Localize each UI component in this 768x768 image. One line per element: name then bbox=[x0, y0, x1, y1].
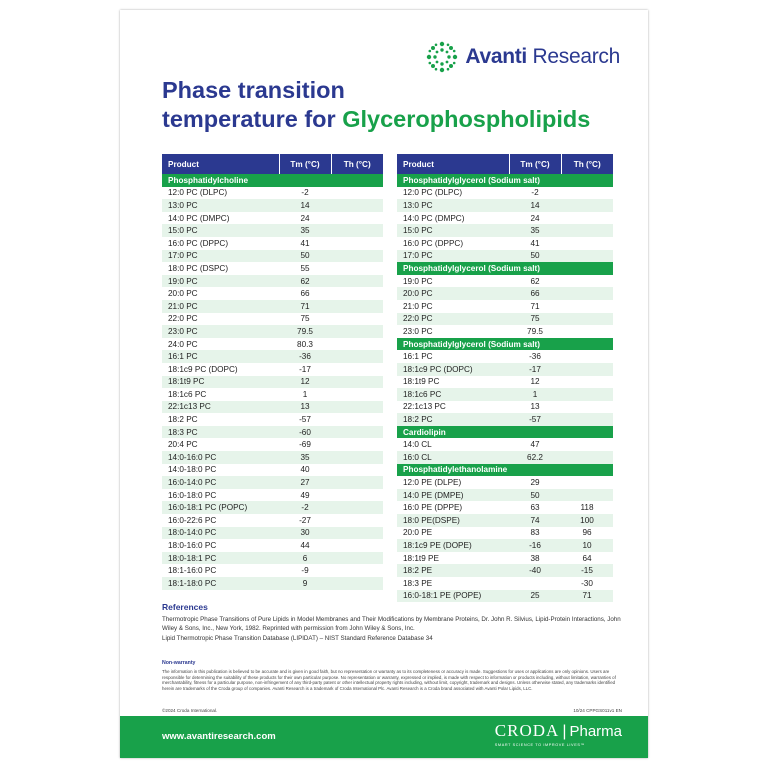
th-cell bbox=[331, 250, 383, 263]
tm-cell: 41 bbox=[300, 238, 310, 248]
th-cell bbox=[331, 363, 383, 376]
product-cell: 20:4 PC bbox=[168, 440, 198, 450]
product-cell: 16:0-14:0 PC bbox=[162, 476, 279, 489]
th-cell bbox=[561, 438, 613, 451]
left-phase-table bbox=[162, 154, 383, 590]
tm-cell: 62 bbox=[530, 276, 540, 286]
references-heading: References bbox=[162, 602, 208, 612]
product-cell: 16:0 PE (DPPE) bbox=[403, 503, 463, 513]
section-header-row bbox=[162, 174, 383, 187]
tm-cell: 9 bbox=[279, 577, 331, 590]
section-header-row bbox=[397, 464, 613, 477]
table-row bbox=[162, 476, 383, 489]
product-cell: 18:0 PC (DSPC) bbox=[168, 263, 229, 273]
product-cell: 15:0 PC bbox=[162, 224, 279, 237]
th-cell bbox=[331, 413, 383, 426]
tm-cell: -36 bbox=[279, 350, 331, 363]
tm-cell: 27 bbox=[279, 476, 331, 489]
document-code: 10/24 CPPGS011v1 EN bbox=[573, 708, 622, 713]
table-row bbox=[397, 401, 613, 414]
tm-cell: -40 bbox=[509, 564, 561, 577]
th-cell bbox=[331, 212, 383, 225]
table-row bbox=[162, 438, 383, 451]
product-cell: 24:0 PC bbox=[168, 339, 198, 349]
product-cell: 16:0-18:0 PC bbox=[168, 490, 217, 500]
table-row bbox=[397, 413, 613, 426]
th-cell bbox=[331, 376, 383, 389]
tm-cell: 14 bbox=[279, 199, 331, 212]
product-cell: 18:0 PE(DSPE) bbox=[397, 514, 509, 527]
table-row bbox=[397, 212, 613, 225]
copyright: ©2024 Croda International. bbox=[162, 708, 218, 713]
th-cell bbox=[561, 224, 613, 237]
th-cell: -15 bbox=[561, 564, 613, 577]
table-row bbox=[397, 287, 613, 300]
product-cell: 17:0 PC bbox=[162, 250, 279, 263]
tm-cell: 24 bbox=[530, 213, 540, 223]
product-cell: 18:0-16:0 PC bbox=[168, 541, 217, 551]
avanti-logo bbox=[425, 40, 620, 74]
tm-cell: 75 bbox=[509, 313, 561, 326]
tm-cell: 80.3 bbox=[297, 339, 313, 349]
column-header-product: Product bbox=[397, 154, 509, 174]
product-cell: 21:0 PC bbox=[162, 300, 279, 313]
tm-cell: -9 bbox=[301, 566, 309, 576]
th-cell: 118 bbox=[580, 503, 594, 513]
title-line-2: temperature for Glycerophospholipids bbox=[162, 106, 591, 132]
tm-cell: -17 bbox=[299, 364, 311, 374]
product-cell: 16:0-22:6 PC bbox=[168, 515, 217, 525]
reference-item: Thermotropic Phase Transitions of Pure Lipids in Model Membranes and Their Modifications by Membrane Proteins, Dr. John R. Silvius, Lipid-Protein Interactions, John Wiley & Sons, Inc., New York, 1982. Reprinted with permission from John Wiley & Sons, Inc. bbox=[162, 616, 621, 632]
product-cell: 18:2 PC bbox=[397, 413, 509, 426]
table-row bbox=[162, 300, 383, 313]
table-row bbox=[397, 250, 613, 263]
th-cell: -30 bbox=[581, 578, 593, 588]
section-title: Cardiolipin bbox=[397, 426, 613, 439]
tm-cell: 35 bbox=[509, 224, 561, 237]
table-row bbox=[397, 363, 613, 376]
table-row bbox=[162, 401, 383, 414]
section-header-row bbox=[397, 338, 613, 351]
tm-cell: -57 bbox=[299, 415, 311, 425]
right-phase-table bbox=[397, 154, 613, 602]
table-row bbox=[162, 250, 383, 263]
tm-cell: 62.2 bbox=[509, 451, 561, 464]
th-cell bbox=[561, 250, 613, 263]
tm-cell: 79.5 bbox=[527, 326, 543, 336]
th-cell bbox=[561, 350, 613, 363]
tm-cell: -60 bbox=[279, 426, 331, 439]
th-cell bbox=[331, 489, 383, 502]
product-cell: 18:1c9 PE (DOPE) bbox=[397, 539, 509, 552]
product-cell: 22:0 PC bbox=[397, 313, 509, 326]
th-cell bbox=[331, 501, 383, 514]
th-cell bbox=[561, 212, 613, 225]
th-cell: 100 bbox=[561, 514, 613, 527]
th-cell bbox=[331, 262, 383, 275]
tm-cell: 83 bbox=[530, 528, 540, 538]
tm-cell: 1 bbox=[302, 389, 308, 399]
th-cell bbox=[331, 464, 383, 477]
th-cell bbox=[331, 287, 383, 300]
product-cell: 21:0 PC bbox=[403, 301, 433, 311]
product-cell: 23:0 PC bbox=[162, 325, 279, 338]
avanti-dots-icon bbox=[425, 40, 459, 74]
website-link[interactable]: www.avantiresearch.com bbox=[162, 731, 276, 742]
th-cell bbox=[331, 237, 383, 250]
th-cell bbox=[331, 187, 383, 200]
table-row bbox=[162, 464, 383, 477]
th-cell bbox=[331, 275, 383, 288]
product-cell: 18:1t9 PC bbox=[403, 377, 440, 387]
table-row bbox=[397, 388, 613, 401]
table-row bbox=[162, 577, 383, 590]
th-cell bbox=[331, 338, 383, 351]
table-row bbox=[397, 527, 613, 540]
section-header-row bbox=[397, 262, 613, 275]
table-row bbox=[397, 564, 613, 577]
tm-cell: 30 bbox=[279, 527, 331, 540]
tm-cell: -17 bbox=[509, 363, 561, 376]
table-row bbox=[162, 325, 383, 338]
th-cell bbox=[331, 199, 383, 212]
table-row bbox=[162, 363, 383, 376]
tm-cell: 13 bbox=[530, 402, 540, 412]
product-cell: 22:0 PC bbox=[168, 314, 198, 324]
product-cell: 14:0-16:0 PC bbox=[162, 451, 279, 464]
product-cell: 22:1c13 PC bbox=[403, 402, 446, 412]
product-cell: 16:0 CL bbox=[397, 451, 509, 464]
table-row bbox=[162, 262, 383, 275]
table-row bbox=[162, 451, 383, 464]
product-cell: 16:0-18:1 PE (POPE) bbox=[397, 590, 509, 603]
product-cell: 17:0 PC bbox=[397, 250, 509, 263]
product-cell: 14:0 PC (DMPC) bbox=[403, 213, 465, 223]
reference-item: Lipid Thermotropic Phase Transition Database (LIPIDAT) – NIST Standard Reference Database 34 bbox=[162, 635, 433, 642]
tm-cell: 62 bbox=[279, 275, 331, 288]
tm-cell: 35 bbox=[279, 224, 331, 237]
tm-cell: 24 bbox=[300, 213, 310, 223]
table-row bbox=[397, 451, 613, 464]
tm-cell: 47 bbox=[530, 440, 540, 450]
product-cell: 13:0 PC bbox=[162, 199, 279, 212]
product-cell: 18:1-16:0 PC bbox=[168, 566, 217, 576]
table-row bbox=[162, 539, 383, 552]
product-cell: 18:1c6 PC bbox=[168, 389, 207, 399]
table-row bbox=[397, 514, 613, 527]
references-list bbox=[162, 616, 622, 646]
product-cell: 16:1 PC bbox=[403, 352, 433, 362]
product-cell: 20:0 PE bbox=[403, 528, 433, 538]
tm-cell: 38 bbox=[530, 553, 540, 563]
product-cell: 18:1c9 PC (DOPC) bbox=[397, 363, 509, 376]
section-title: Phosphatidylcholine bbox=[162, 174, 383, 187]
th-cell bbox=[331, 426, 383, 439]
table-row bbox=[397, 590, 613, 603]
th-cell: 96 bbox=[582, 528, 592, 538]
product-cell: 18:1c6 PC bbox=[397, 388, 509, 401]
table-row bbox=[162, 338, 383, 351]
tm-cell: 50 bbox=[509, 250, 561, 263]
tm-cell: 49 bbox=[300, 490, 310, 500]
tm-cell: 25 bbox=[509, 590, 561, 603]
th-cell bbox=[331, 451, 383, 464]
th-cell bbox=[331, 313, 383, 326]
tm-cell: 71 bbox=[279, 300, 331, 313]
product-cell: 20:0 PC bbox=[168, 289, 198, 299]
section-header-row bbox=[397, 426, 613, 439]
tm-cell: 50 bbox=[509, 489, 561, 502]
column-header-th: Th (°C) bbox=[561, 154, 613, 174]
tm-cell: -2 bbox=[531, 188, 539, 198]
tm-cell: 66 bbox=[509, 287, 561, 300]
th-cell bbox=[561, 401, 613, 414]
product-cell: 18:0-18:1 PC bbox=[162, 552, 279, 565]
column-header-product: Product bbox=[162, 154, 279, 174]
th-cell bbox=[561, 325, 613, 338]
table-row bbox=[397, 325, 613, 338]
th-cell bbox=[561, 413, 613, 426]
tm-cell: 63 bbox=[530, 503, 540, 513]
table-row bbox=[397, 237, 613, 250]
th-cell bbox=[561, 363, 613, 376]
section-title: Phosphatidylglycerol (Sodium salt) bbox=[397, 262, 613, 275]
th-cell bbox=[331, 476, 383, 489]
product-cell: 18:1t9 PC bbox=[162, 376, 279, 389]
product-cell: 18:2 PC bbox=[168, 415, 198, 425]
table-row bbox=[162, 224, 383, 237]
table-row bbox=[397, 438, 613, 451]
table-row bbox=[162, 501, 383, 514]
tm-cell: 71 bbox=[530, 301, 540, 311]
product-cell: 16:1 PC bbox=[162, 350, 279, 363]
tm-cell: -36 bbox=[529, 352, 541, 362]
tm-cell: 29 bbox=[530, 478, 540, 488]
product-cell: 15:0 PC bbox=[397, 224, 509, 237]
th-cell bbox=[331, 325, 383, 338]
table-header-row bbox=[162, 154, 383, 174]
page-title bbox=[162, 76, 632, 134]
table-row bbox=[162, 287, 383, 300]
tm-cell: 40 bbox=[300, 465, 310, 475]
table-row bbox=[162, 313, 383, 326]
section-title: Phosphatidylethanolamine bbox=[397, 464, 613, 477]
tm-cell: 13 bbox=[279, 401, 331, 414]
tm-cell: 12 bbox=[530, 377, 540, 387]
tm-cell: -27 bbox=[299, 515, 311, 525]
table-row bbox=[162, 275, 383, 288]
table-row bbox=[162, 376, 383, 389]
table-row bbox=[397, 476, 613, 489]
table-row bbox=[162, 527, 383, 540]
product-cell: 18:1t9 PE bbox=[403, 553, 439, 563]
th-cell bbox=[561, 237, 613, 250]
section-title: Phosphatidylglycerol (Sodium salt) bbox=[397, 174, 613, 187]
table-row bbox=[397, 199, 613, 212]
table-row bbox=[162, 199, 383, 212]
product-cell: 16:0 PC (DPPC) bbox=[403, 238, 464, 248]
product-cell: 14:0-18:0 PC bbox=[168, 465, 217, 475]
th-cell bbox=[331, 577, 383, 590]
tm-cell: 75 bbox=[300, 314, 310, 324]
tm-cell: 14 bbox=[509, 199, 561, 212]
non-warranty-heading: Non-warranty bbox=[162, 660, 196, 666]
product-cell: 18:1-18:0 PC bbox=[162, 577, 279, 590]
tm-cell: -69 bbox=[299, 440, 311, 450]
th-cell bbox=[331, 564, 383, 577]
product-cell: 18:1c9 PC (DOPC) bbox=[168, 364, 238, 374]
table-row bbox=[162, 489, 383, 502]
product-cell: 18:0-14:0 PC bbox=[162, 527, 279, 540]
table-row bbox=[397, 376, 613, 389]
table-row bbox=[162, 514, 383, 527]
tm-cell: 1 bbox=[509, 388, 561, 401]
table-header-row bbox=[397, 154, 613, 174]
table-row bbox=[162, 350, 383, 363]
table-row bbox=[162, 388, 383, 401]
tm-cell: 50 bbox=[279, 250, 331, 263]
table-row bbox=[397, 539, 613, 552]
tm-cell: 79.5 bbox=[279, 325, 331, 338]
th-cell bbox=[561, 313, 613, 326]
th-cell bbox=[561, 199, 613, 212]
product-cell: 16:0-18:1 PC (POPC) bbox=[162, 501, 279, 514]
table-row bbox=[162, 413, 383, 426]
table-row bbox=[162, 212, 383, 225]
table-row bbox=[397, 501, 613, 514]
table-row bbox=[397, 275, 613, 288]
th-cell bbox=[561, 300, 613, 313]
th-cell bbox=[331, 401, 383, 414]
tm-cell: 35 bbox=[279, 451, 331, 464]
th-cell bbox=[561, 489, 613, 502]
table-row bbox=[397, 350, 613, 363]
table-row bbox=[162, 426, 383, 439]
footer-bar bbox=[120, 716, 648, 758]
section-title: Phosphatidylglycerol (Sodium salt) bbox=[397, 338, 613, 351]
tm-cell: -57 bbox=[509, 413, 561, 426]
product-cell: 19:0 PC bbox=[162, 275, 279, 288]
product-cell: 12:0 PC (DLPC) bbox=[168, 188, 228, 198]
table-row bbox=[397, 577, 613, 590]
title-line-1: Phase transition bbox=[162, 77, 345, 103]
tm-cell: -16 bbox=[509, 539, 561, 552]
section-header-row bbox=[397, 174, 613, 187]
product-cell: 14:0 PC (DMPC) bbox=[168, 213, 230, 223]
th-cell bbox=[561, 287, 613, 300]
tm-cell: -2 bbox=[279, 501, 331, 514]
product-cell: 13:0 PC bbox=[397, 199, 509, 212]
table-row bbox=[162, 187, 383, 200]
table-row bbox=[397, 224, 613, 237]
tm-cell: 74 bbox=[509, 514, 561, 527]
non-warranty-text: The information in this publication is believed to be accurate and is given in good faith, but no representation or warranty as to its completeness or accuracy is made. Suggestions for uses or applications are only opinions. Users are responsible for determining the suitability of these products for their own particular purpose. No representation or warranty, expressed or implied, is made with respect to information or products including, without limitation, warranties of merchantability, fitness for a particular purpose, non-infringement of any third-party patent or other intellectual property rights including, without limit, copyright, trademark and designs. Unless otherwise stated, any trademarks identified herein are trademarks of the Croda group of companies. Avanti Research is a trademark of Croda International Plc. Avanti Research is a Croda brand associated with Avanti Polar Lipids, LLC. bbox=[162, 669, 616, 691]
logo-wordmark: Avanti Research bbox=[465, 45, 620, 68]
table-row bbox=[397, 313, 613, 326]
product-cell: 16:0 PC (DPPC) bbox=[168, 238, 229, 248]
th-cell bbox=[331, 300, 383, 313]
th-cell bbox=[561, 376, 613, 389]
product-cell: 14:0 PE (DMPE) bbox=[397, 489, 509, 502]
table-row bbox=[397, 300, 613, 313]
table-row bbox=[162, 564, 383, 577]
product-cell: 19:0 PC bbox=[403, 276, 433, 286]
table-row bbox=[162, 552, 383, 565]
th-cell bbox=[331, 552, 383, 565]
th-cell bbox=[331, 224, 383, 237]
th-cell bbox=[331, 527, 383, 540]
product-cell: 23:0 PC bbox=[403, 326, 433, 336]
th-cell bbox=[331, 514, 383, 527]
table-row bbox=[162, 237, 383, 250]
table-row bbox=[397, 552, 613, 565]
datasheet-page bbox=[120, 10, 648, 758]
tm-cell: -2 bbox=[301, 188, 309, 198]
th-cell bbox=[331, 539, 383, 552]
th-cell bbox=[331, 438, 383, 451]
th-cell bbox=[561, 388, 613, 401]
product-cell: 18:2 PE bbox=[397, 564, 509, 577]
column-header-tm: Tm (°C) bbox=[509, 154, 561, 174]
tm-cell: 44 bbox=[300, 541, 310, 551]
product-cell: 12:0 PE (DLPE) bbox=[403, 478, 462, 488]
product-cell: 18:3 PC bbox=[162, 426, 279, 439]
tm-cell bbox=[509, 577, 561, 590]
tm-cell: 12 bbox=[279, 376, 331, 389]
product-cell: 22:1c13 PC bbox=[162, 401, 279, 414]
th-cell bbox=[561, 275, 613, 288]
product-cell: 20:0 PC bbox=[397, 287, 509, 300]
tm-cell: 6 bbox=[279, 552, 331, 565]
th-cell: 64 bbox=[582, 553, 592, 563]
th-cell bbox=[561, 476, 613, 489]
product-cell: 14:0 CL bbox=[403, 440, 432, 450]
th-cell bbox=[561, 451, 613, 464]
th-cell: 71 bbox=[561, 590, 613, 603]
th-cell bbox=[561, 187, 613, 200]
column-header-tm: Tm (°C) bbox=[279, 154, 331, 174]
tm-cell: 41 bbox=[530, 238, 540, 248]
th-cell bbox=[331, 350, 383, 363]
product-cell: 12:0 PC (DLPC) bbox=[403, 188, 463, 198]
croda-pharma-logo: CRODA | Pharma SMART SCIENCE TO IMPROVE LIVES™ bbox=[494, 721, 622, 747]
th-cell bbox=[331, 388, 383, 401]
product-cell: 18:3 PE bbox=[403, 578, 433, 588]
table-row bbox=[397, 489, 613, 502]
tm-cell: 66 bbox=[300, 289, 310, 299]
th-cell: 10 bbox=[561, 539, 613, 552]
tm-cell: 55 bbox=[300, 263, 310, 273]
column-header-th: Th (°C) bbox=[331, 154, 383, 174]
table-row bbox=[397, 187, 613, 200]
